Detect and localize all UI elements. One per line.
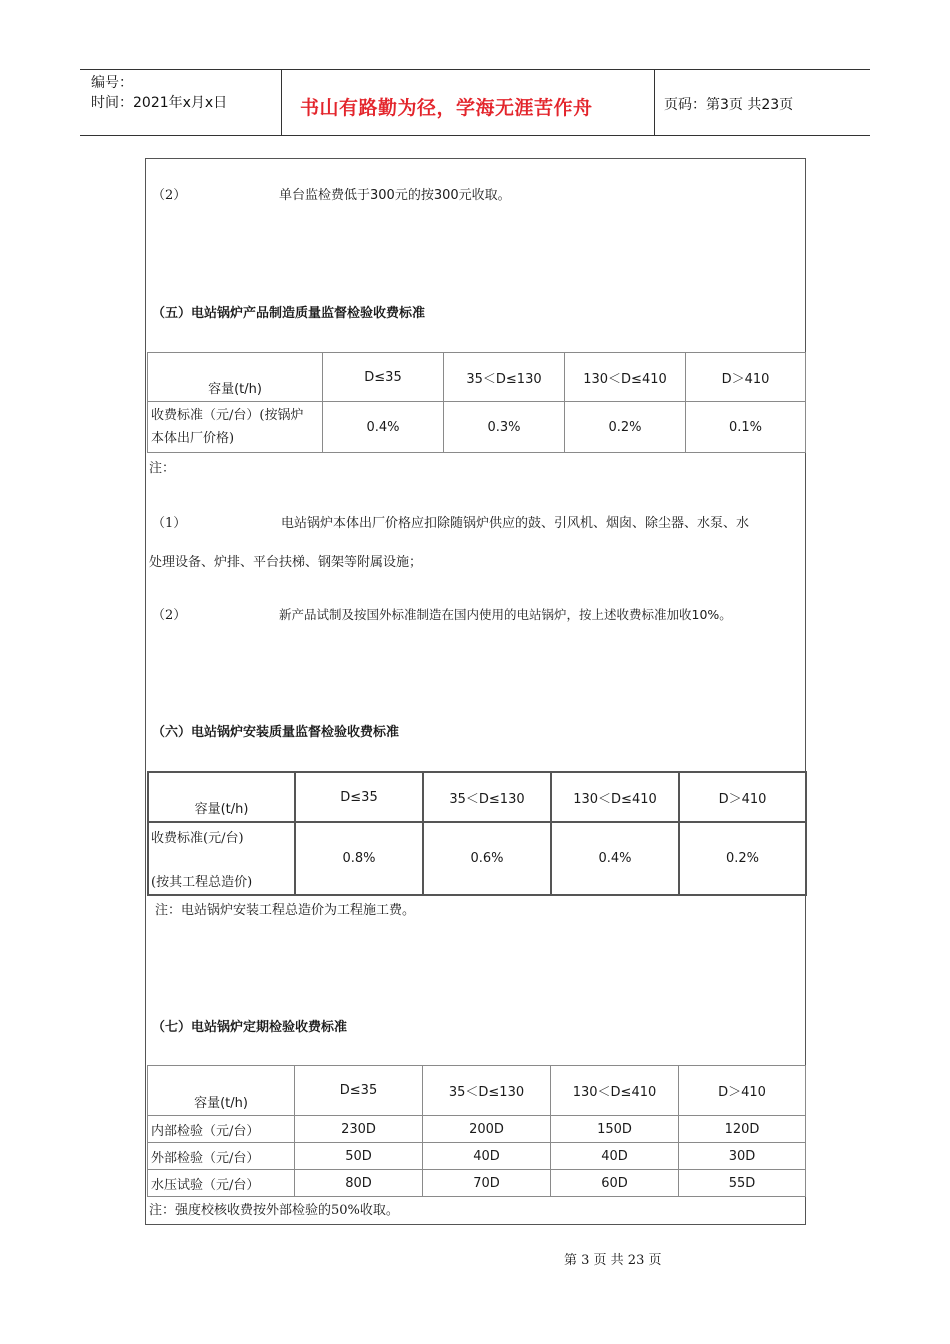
s4-note2-text: 单台监检费低于300元的按300元收取。 [279,188,511,203]
s6-value-2: 0.6% [423,822,551,895]
s7-row1-value-1: 230D [295,1116,423,1143]
s7-row1-value-3: 150D [551,1116,679,1143]
header-motto: 书山有路勤为径，学海无涯苦作舟 [300,97,593,119]
s7-row2-value-1: 50D [295,1143,423,1170]
s7-col-4: D＞410 [679,1066,806,1116]
section7-heading: （七）电站锅炉定期检验收费标准 [152,1020,348,1035]
s5-note1-text-1: 电站锅炉本体出厂价格应扣除随锅炉供应的鼓、引风机、烟囱、除尘器、水泵、水 [281,516,750,531]
s6-col-2: 35＜D≤130 [423,772,551,822]
s7-col-3: 130＜D≤410 [551,1066,679,1116]
s5-note1-text-2: 处理设备、炉排、平台扶梯、钢架等附属设施； [149,555,423,570]
s6-capacity-header: 容量(t/h) [148,772,295,822]
s6-row-label [148,822,295,895]
section5-heading: （五）电站锅炉产品制造质量监督检验收费标准 [152,306,426,321]
section6-heading: （六）电站锅炉安装质量监督检验收费标准 [152,725,400,740]
s5-note1-num: （1） [152,516,187,531]
s7-row1-value-2: 200D [423,1116,551,1143]
s5-col-2: 35＜D≤130 [444,353,565,402]
s7-row3-label: 水压试验（元/台） [148,1170,295,1197]
section7-table [147,1065,806,1197]
s7-col-2: 35＜D≤130 [423,1066,551,1116]
s5-col-4: D＞410 [686,353,806,402]
s7-row3-value-2: 70D [423,1170,551,1197]
s6-value-1: 0.8% [295,822,423,895]
header-page-info: 页码：第3页 共23页 [664,97,794,113]
header-time: 时间：2021年x月x日 [91,95,228,111]
header-bottom-rule [80,135,870,136]
s7-row2-label: 外部检验（元/台） [148,1143,295,1170]
s5-value-4: 0.1% [686,402,806,453]
s7-row2-value-2: 40D [423,1143,551,1170]
s7-row2-value-3: 40D [551,1143,679,1170]
s6-col-4: D＞410 [679,772,806,822]
s5-value-1: 0.4% [323,402,444,453]
s7-capacity-header: 容量(t/h) [148,1066,295,1116]
s6-col-1: D≤35 [295,772,423,822]
s6-note: 注：电站锅炉安装工程总造价为工程施工费。 [155,903,416,918]
s6-value-4: 0.2% [679,822,806,895]
s5-col-3: 130＜D≤410 [565,353,686,402]
s5-row-label-line1: 收费标准（元/台）(按锅炉 [151,408,304,423]
s5-note-label: 注： [149,461,176,476]
table-row [148,1143,806,1170]
header-divider-left [281,69,282,135]
s7-row2-value-4: 30D [679,1143,806,1170]
s5-value-3: 0.2% [565,402,686,453]
header-number-label: 编号： [91,75,133,91]
s6-value-3: 0.4% [551,822,679,895]
s6-row-label-line2: (按其工程总造价) [151,875,253,890]
s5-capacity-header: 容量(t/h) [148,353,323,402]
s7-note: 注：强度校核收费按外部检验的50%收取。 [149,1203,399,1218]
s7-row3-value-4: 55D [679,1170,806,1197]
s7-row1-label: 内部检验（元/台） [148,1116,295,1143]
s5-col-1: D≤35 [323,353,444,402]
s7-row3-value-3: 60D [551,1170,679,1197]
table-row [148,1170,806,1197]
s7-row3-value-1: 80D [295,1170,423,1197]
section5-table [147,352,806,453]
footer-page-number: 第 3 页 共 23 页 [564,1253,662,1268]
s7-col-1: D≤35 [295,1066,423,1116]
s5-value-2: 0.3% [444,402,565,453]
s5-note2-text: 新产品试制及按国外标准制造在国内使用的电站锅炉，按上述收费标准加收10%。 [279,607,732,622]
header-top-rule [80,69,870,70]
s7-row1-value-4: 120D [679,1116,806,1143]
s5-row-label [148,402,323,453]
s5-row-label-line2: 本体出厂价格) [151,431,235,446]
s5-note2-num: （2） [152,608,187,623]
section6-table [147,771,807,896]
table-row [148,1116,806,1143]
s6-row-label-line1: 收费标准(元/台) [151,831,244,846]
header-divider-right [654,69,655,135]
s6-col-3: 130＜D≤410 [551,772,679,822]
s4-note2-num: （2） [152,188,187,203]
